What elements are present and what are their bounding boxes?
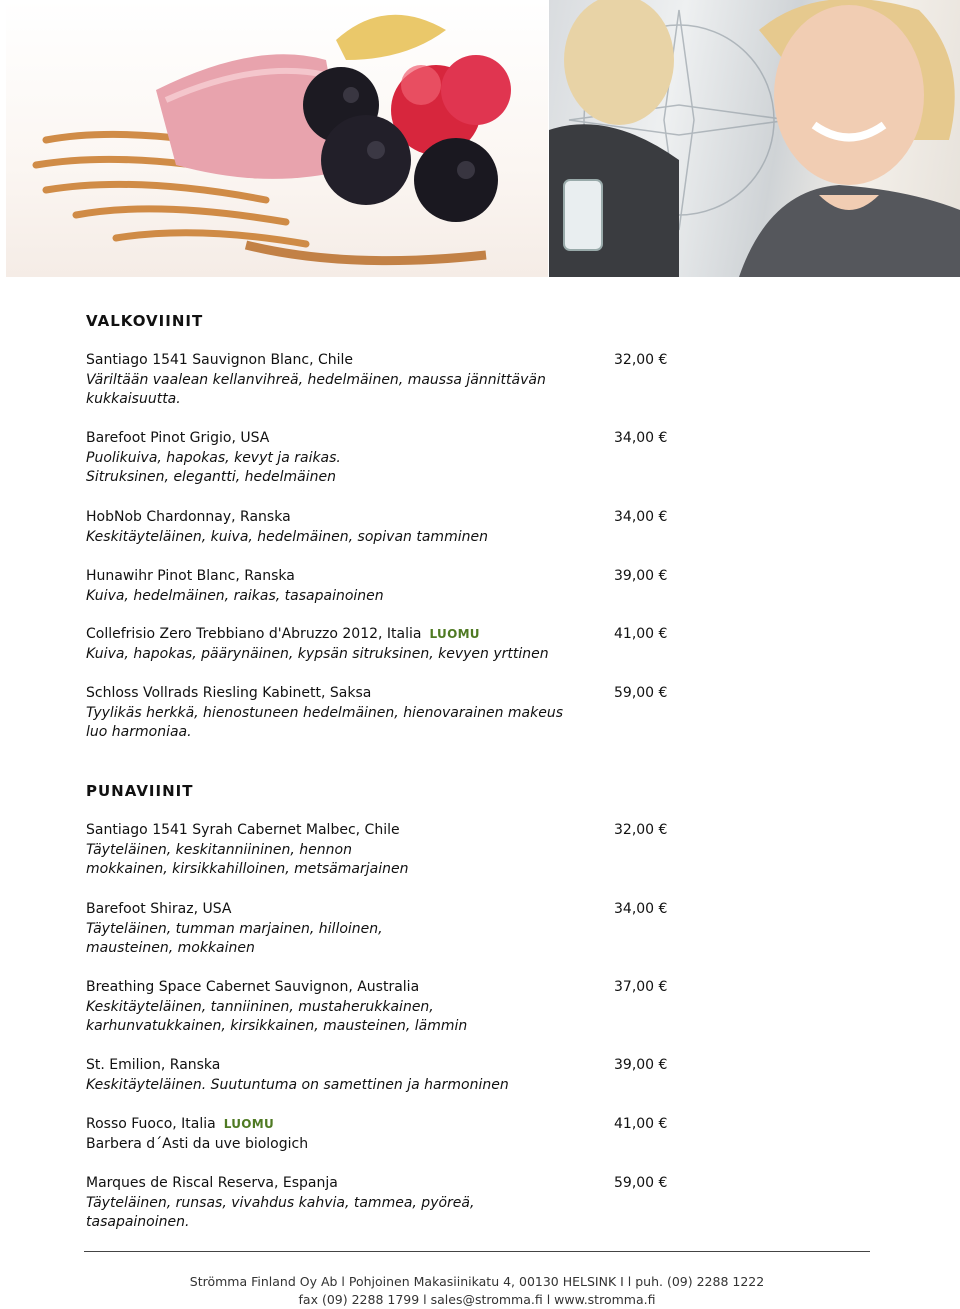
wine-description: Kuiva, hedelmäinen, raikas, tasapainoinen xyxy=(86,587,384,604)
wine-description: mausteinen, mokkainen xyxy=(86,940,255,957)
wine-description: kukkaisuutta. xyxy=(86,391,181,408)
organic-badge: LUOMU xyxy=(429,627,480,641)
wine-description: Kuiva, hapokas, päärynäinen, kypsän sitruksinen, kevyen yrttinen xyxy=(86,645,549,662)
dessert-photo xyxy=(6,0,548,277)
wine-description: luo harmoniaa. xyxy=(86,724,192,741)
wine-item xyxy=(86,821,686,880)
wine-description: Puolikuiva, hapokas, kevyt ja raikas. xyxy=(86,449,341,466)
wine-price: 41,00 € xyxy=(614,1116,668,1132)
wine-item xyxy=(86,508,686,547)
wine-description: Tyylikäs herkkä, hienostuneen hedelmäinen, hienovarainen makeus xyxy=(86,704,564,721)
wine-description: mokkainen, kirsikkahilloinen, metsämarjainen xyxy=(86,861,409,878)
wine-description: Täyteläinen, keskitanniininen, hennon xyxy=(86,841,352,858)
wine-price: 59,00 € xyxy=(614,685,668,701)
wine-item xyxy=(86,1056,686,1095)
wine-price: 32,00 € xyxy=(614,352,668,368)
wine-item xyxy=(86,1174,686,1233)
footer-divider xyxy=(84,1251,870,1252)
wine-name: Barefoot Pinot Grigio, USA xyxy=(86,430,270,446)
wine-description: Sitruksinen, elegantti, hedelmäinen xyxy=(86,469,337,486)
wine-name xyxy=(86,625,686,645)
header-photos xyxy=(0,0,960,280)
wine-price: 59,00 € xyxy=(614,1175,668,1191)
wine-description: Keskitäyteläinen. Suutuntuma on samettinen ja harmoninen xyxy=(86,1076,509,1093)
wine-name: Santiago 1541 Syrah Cabernet Malbec, Chile xyxy=(86,822,400,838)
wine-name: Santiago 1541 Sauvignon Blanc, Chile xyxy=(86,352,354,368)
wine-price: 39,00 € xyxy=(614,1057,668,1073)
wine-item xyxy=(86,351,686,410)
wine-name xyxy=(86,1115,686,1135)
footer-contact: fax (09) 2288 1799 l sales@stromma.fi l www.stromma.fi xyxy=(298,1292,656,1307)
wine-price: 34,00 € xyxy=(614,901,668,917)
wine-item xyxy=(86,978,686,1037)
wine-price: 39,00 € xyxy=(614,568,668,584)
wine-item xyxy=(86,429,686,488)
wine-price: 41,00 € xyxy=(614,626,668,642)
wine-price: 32,00 € xyxy=(614,822,668,838)
wine-item xyxy=(86,900,686,959)
footer-address: Strömma Finland Oy Ab l Pohjoinen Makasiinikatu 4, 00130 HELSINK I l puh. (09) 2288 1222 xyxy=(189,1274,765,1289)
wine-name: HobNob Chardonnay, Ranska xyxy=(86,509,291,525)
wine-description: Täyteläinen, runsas, vivahdus kahvia, tammea, pyöreä, xyxy=(86,1194,475,1211)
wine-description: tasapainoinen. xyxy=(86,1214,190,1231)
wine-description: Barbera d´Asti da uve biologich xyxy=(86,1135,309,1152)
wine-description: Keskitäyteläinen, tanniininen, mustaherukkainen, xyxy=(86,998,434,1015)
section-title-red-wines: PUNAVIINIT xyxy=(86,782,194,800)
wine-name: Marques de Riscal Reserva, Espanja xyxy=(86,1175,338,1191)
organic-badge: LUOMU xyxy=(223,1117,275,1131)
wine-name-text: Collefrisio Zero Trebbiano d'Abruzzo 2012, Italia xyxy=(86,626,422,642)
wine-description: Keskitäyteläinen, kuiva, hedelmäinen, sopivan tamminen xyxy=(86,528,488,545)
wine-description: Täyteläinen, tumman marjainen, hilloinen, xyxy=(86,920,383,937)
wine-name: Barefoot Shiraz, USA xyxy=(86,901,232,917)
people-photo xyxy=(549,0,960,277)
wine-name: Hunawihr Pinot Blanc, Ranska xyxy=(86,568,295,584)
wine-item xyxy=(86,625,686,664)
wine-price: 37,00 € xyxy=(614,979,668,995)
wine-name: Breathing Space Cabernet Sauvignon, Australia xyxy=(86,979,420,995)
wine-item xyxy=(86,684,686,743)
wine-name: Schloss Vollrads Riesling Kabinett, Saksa xyxy=(86,685,372,701)
wine-price: 34,00 € xyxy=(614,509,668,525)
wine-description: karhunvatukkainen, kirsikkainen, mausteinen, lämmin xyxy=(86,1018,468,1035)
section-title-white-wines: VALKOVIINIT xyxy=(86,312,204,330)
wine-name-text: Rosso Fuoco, Italia xyxy=(86,1116,216,1132)
wine-item xyxy=(86,1115,686,1154)
wine-description: Väriltään vaalean kellanvihreä, hedelmäinen, maussa jännittävän xyxy=(86,371,546,388)
wine-price: 34,00 € xyxy=(614,430,668,446)
wine-name: St. Emilion, Ranska xyxy=(86,1057,221,1073)
wine-item xyxy=(86,567,686,606)
